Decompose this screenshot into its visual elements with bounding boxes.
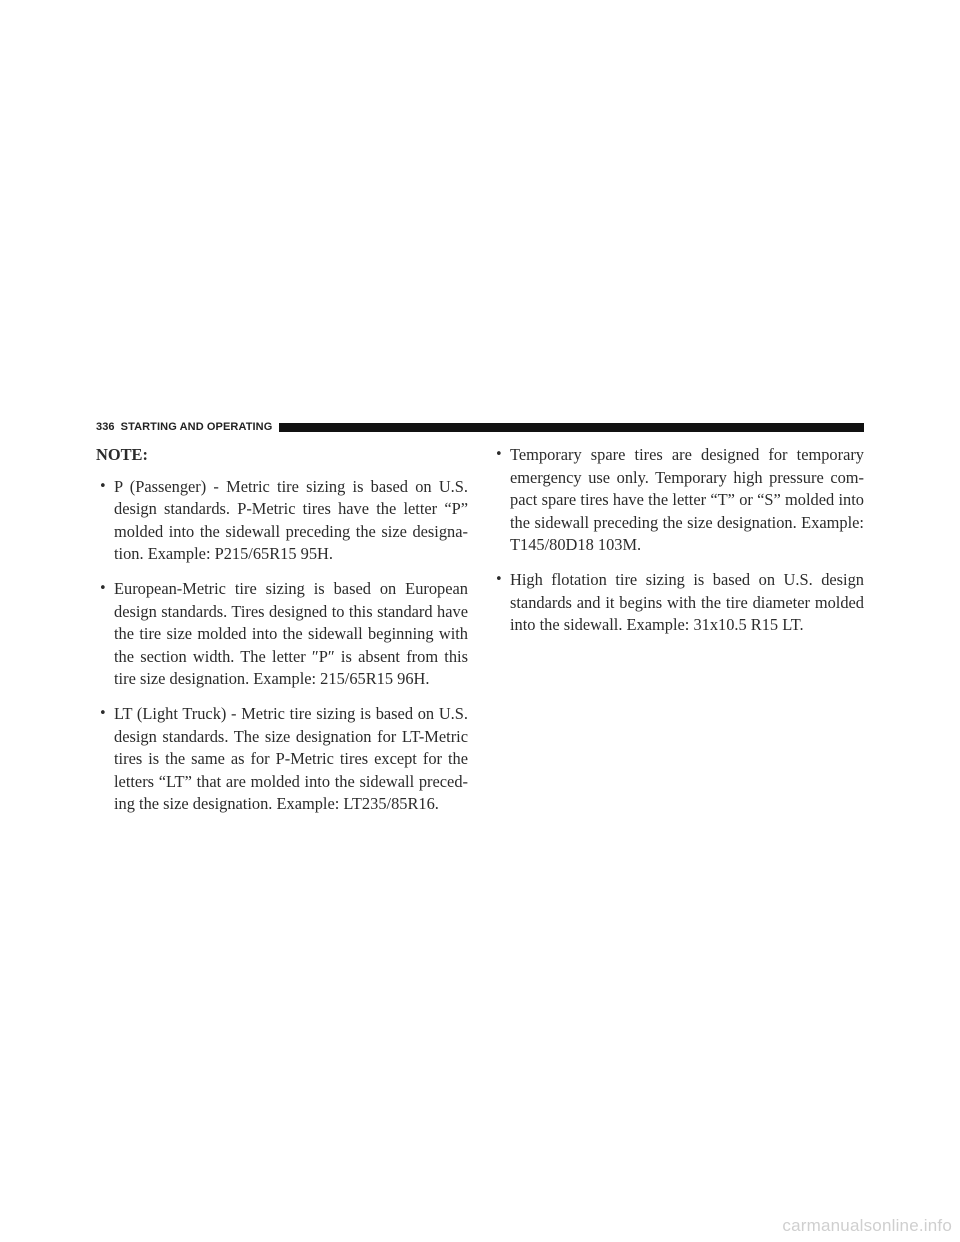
header-rule — [279, 423, 864, 432]
watermark: carmanualsonline.info — [782, 1216, 952, 1235]
bullet-icon: • — [495, 571, 503, 587]
bullet-icon: • — [99, 705, 107, 721]
right-column — [492, 444, 864, 649]
list-item-text: European-Metric tire sizing is based on European design standards. Tires designed to this standard have the tire size molded into the sidewall beginning with the section width. The letter ″P″ is absent from this tire size designation. Example: 215/65R15 96H. — [114, 578, 468, 689]
list-item-text: High flotation tire sizing is based on U.S. design standards and it begins with the tire diameter molded into the sidewall. Example: 31x10.5 R15 LT. — [510, 569, 864, 635]
list-item — [96, 476, 468, 566]
bullet-icon: • — [99, 580, 107, 596]
list-item — [492, 444, 864, 557]
list-item-text: Temporary spare tires are designed for temporary emergency use only. Temporary high pressure com-pact spare tires have the letter “T” or “S” molded into the sidewall preceding the size designation. Example: T145/80D18 103M. — [510, 445, 864, 555]
note-label: NOTE: — [96, 445, 148, 464]
left-column — [96, 444, 468, 828]
page-number: 336 — [96, 421, 115, 433]
left-bullet-list — [96, 476, 468, 816]
list-item-text: P (Passenger) - Metric tire sizing is based on U.S. design standards. P-Metric tires have the letter “P” molded into the sidewall preceding the size designa-tion. Example: P215/65R15 95H. — [114, 476, 468, 564]
page-header — [96, 421, 864, 433]
list-item — [96, 703, 468, 816]
list-item — [96, 578, 468, 691]
right-bullet-list — [492, 444, 864, 637]
bullet-icon: • — [99, 478, 107, 494]
list-item-text: LT (Light Truck) - Metric tire sizing is based on U.S. design standards. The size designation for LT-Metric tires is the same as for P-Metric tires except for the letters “LT” that are molded into the sidewall preced-ing the size designation. Example: LT235/85R16. — [114, 703, 468, 814]
bullet-icon: • — [495, 447, 503, 462]
section-title: STARTING AND OPERATING — [120, 421, 273, 433]
list-item — [492, 569, 864, 637]
